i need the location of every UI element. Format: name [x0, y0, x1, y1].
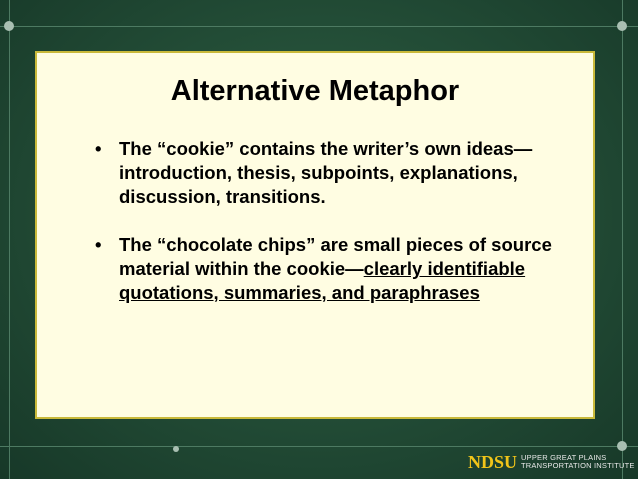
decor-line-left: [9, 0, 10, 479]
bullet-marker: •: [95, 234, 102, 255]
bullet-marker: •: [95, 138, 102, 159]
decor-dot-top-left: [4, 21, 14, 31]
logo-mark: NDSU: [468, 452, 518, 472]
bullet-text: The “chocolate chips” are small pieces of source material within the cookie—: [119, 234, 552, 279]
bullet-text: The “cookie” contains the writer’s own ideas— introduction, thesis, subpoints, explanations, discussion, transitions.: [119, 138, 533, 207]
decor-line-right: [622, 0, 623, 479]
decor-line-bottom: [0, 446, 638, 447]
logo-line-1: UPPER GREAT PLAINS: [521, 453, 607, 462]
decor-dot-bottom-right: [617, 441, 627, 451]
decor-dot-top-right: [617, 21, 627, 31]
bullet-item-1: [95, 137, 575, 209]
logo-line-2: TRANSPORTATION INSTITUTE: [521, 461, 635, 470]
decor-line-top: [0, 26, 638, 27]
content-card: [35, 51, 595, 419]
bullet-text-underlined: clearly identifiable quotations, summaries, and paraphrases: [119, 258, 526, 303]
bullet-item-2: [95, 233, 575, 305]
footer-logo: [468, 453, 635, 471]
slide-title: Alternative Metaphor: [170, 75, 460, 107]
logo-institute: [521, 454, 635, 470]
decor-dot-bottom: [173, 446, 179, 452]
bullet-list: [95, 137, 575, 329]
